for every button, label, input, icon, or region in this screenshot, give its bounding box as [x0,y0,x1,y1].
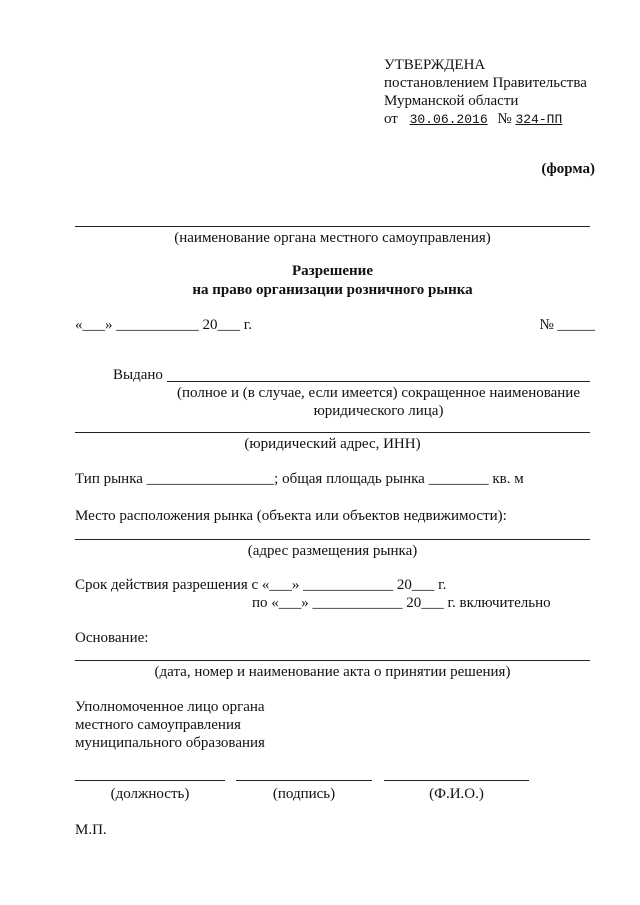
authority-caption: (наименование органа местного самоуправления) [174,230,491,246]
approval-resolution: постановлением Правительства [384,75,587,91]
signature-caption: (подпись) [272,786,336,802]
issue-date-row: «___» ___________ 20___ г. [75,317,252,333]
legal-address-line [75,432,590,433]
basis-label: Основание: [75,630,149,646]
approval-heading: УТВЕРЖДЕНА [384,57,486,73]
from-label: от [384,111,398,127]
position-caption: (должность) [110,786,190,802]
position-line [75,780,225,781]
location-label: Место расположения рынка (объекта или объектов недвижимости): [75,508,507,524]
location-caption: (адрес размещения рынка) [247,543,418,559]
number-label: № [497,111,512,127]
basis-line [75,660,590,661]
signature-line [236,780,372,781]
full-name-line [384,780,529,781]
basis-caption: (дата, номер и наименование акта о принятии решения) [154,664,511,680]
approval-region: Мурманской области [384,93,519,109]
issued-label: Выдано [113,367,163,383]
validity-to: по «___» ____________ 20___ г. включительно [252,595,551,611]
authorized-line-2: местного самоуправления [75,717,241,733]
market-type-row: Тип рынка _________________; общая площадь рынка ________ кв. м [75,471,524,487]
issued-caption-2: юридического лица) [313,403,444,419]
approval-date: 30.06.2016 [409,112,488,127]
location-line [75,539,590,540]
authorized-line-1: Уполномоченное лицо органа [75,699,265,715]
authorized-line-3: муниципального образования [75,735,265,751]
form-label: (форма) [541,161,595,177]
approval-number: 324-ПП [515,112,563,127]
approval-date-line [384,110,562,129]
document-subtitle: на право организации розничного рынка [192,282,473,298]
issued-to-line [167,381,590,382]
permit-number-row: № _____ [539,317,595,333]
full-name-caption: (Ф.И.О.) [429,786,484,802]
authority-name-line [75,226,590,227]
issued-caption-1: (полное и (в случае, если имеется) сокращенное наименование [177,385,580,401]
stamp-label: М.П. [75,822,107,838]
legal-address-caption: (юридический адрес, ИНН) [244,436,421,452]
validity-from: Срок действия разрешения с «___» ____________ 20___ г. [75,577,447,593]
document-title: Разрешение [292,263,373,279]
